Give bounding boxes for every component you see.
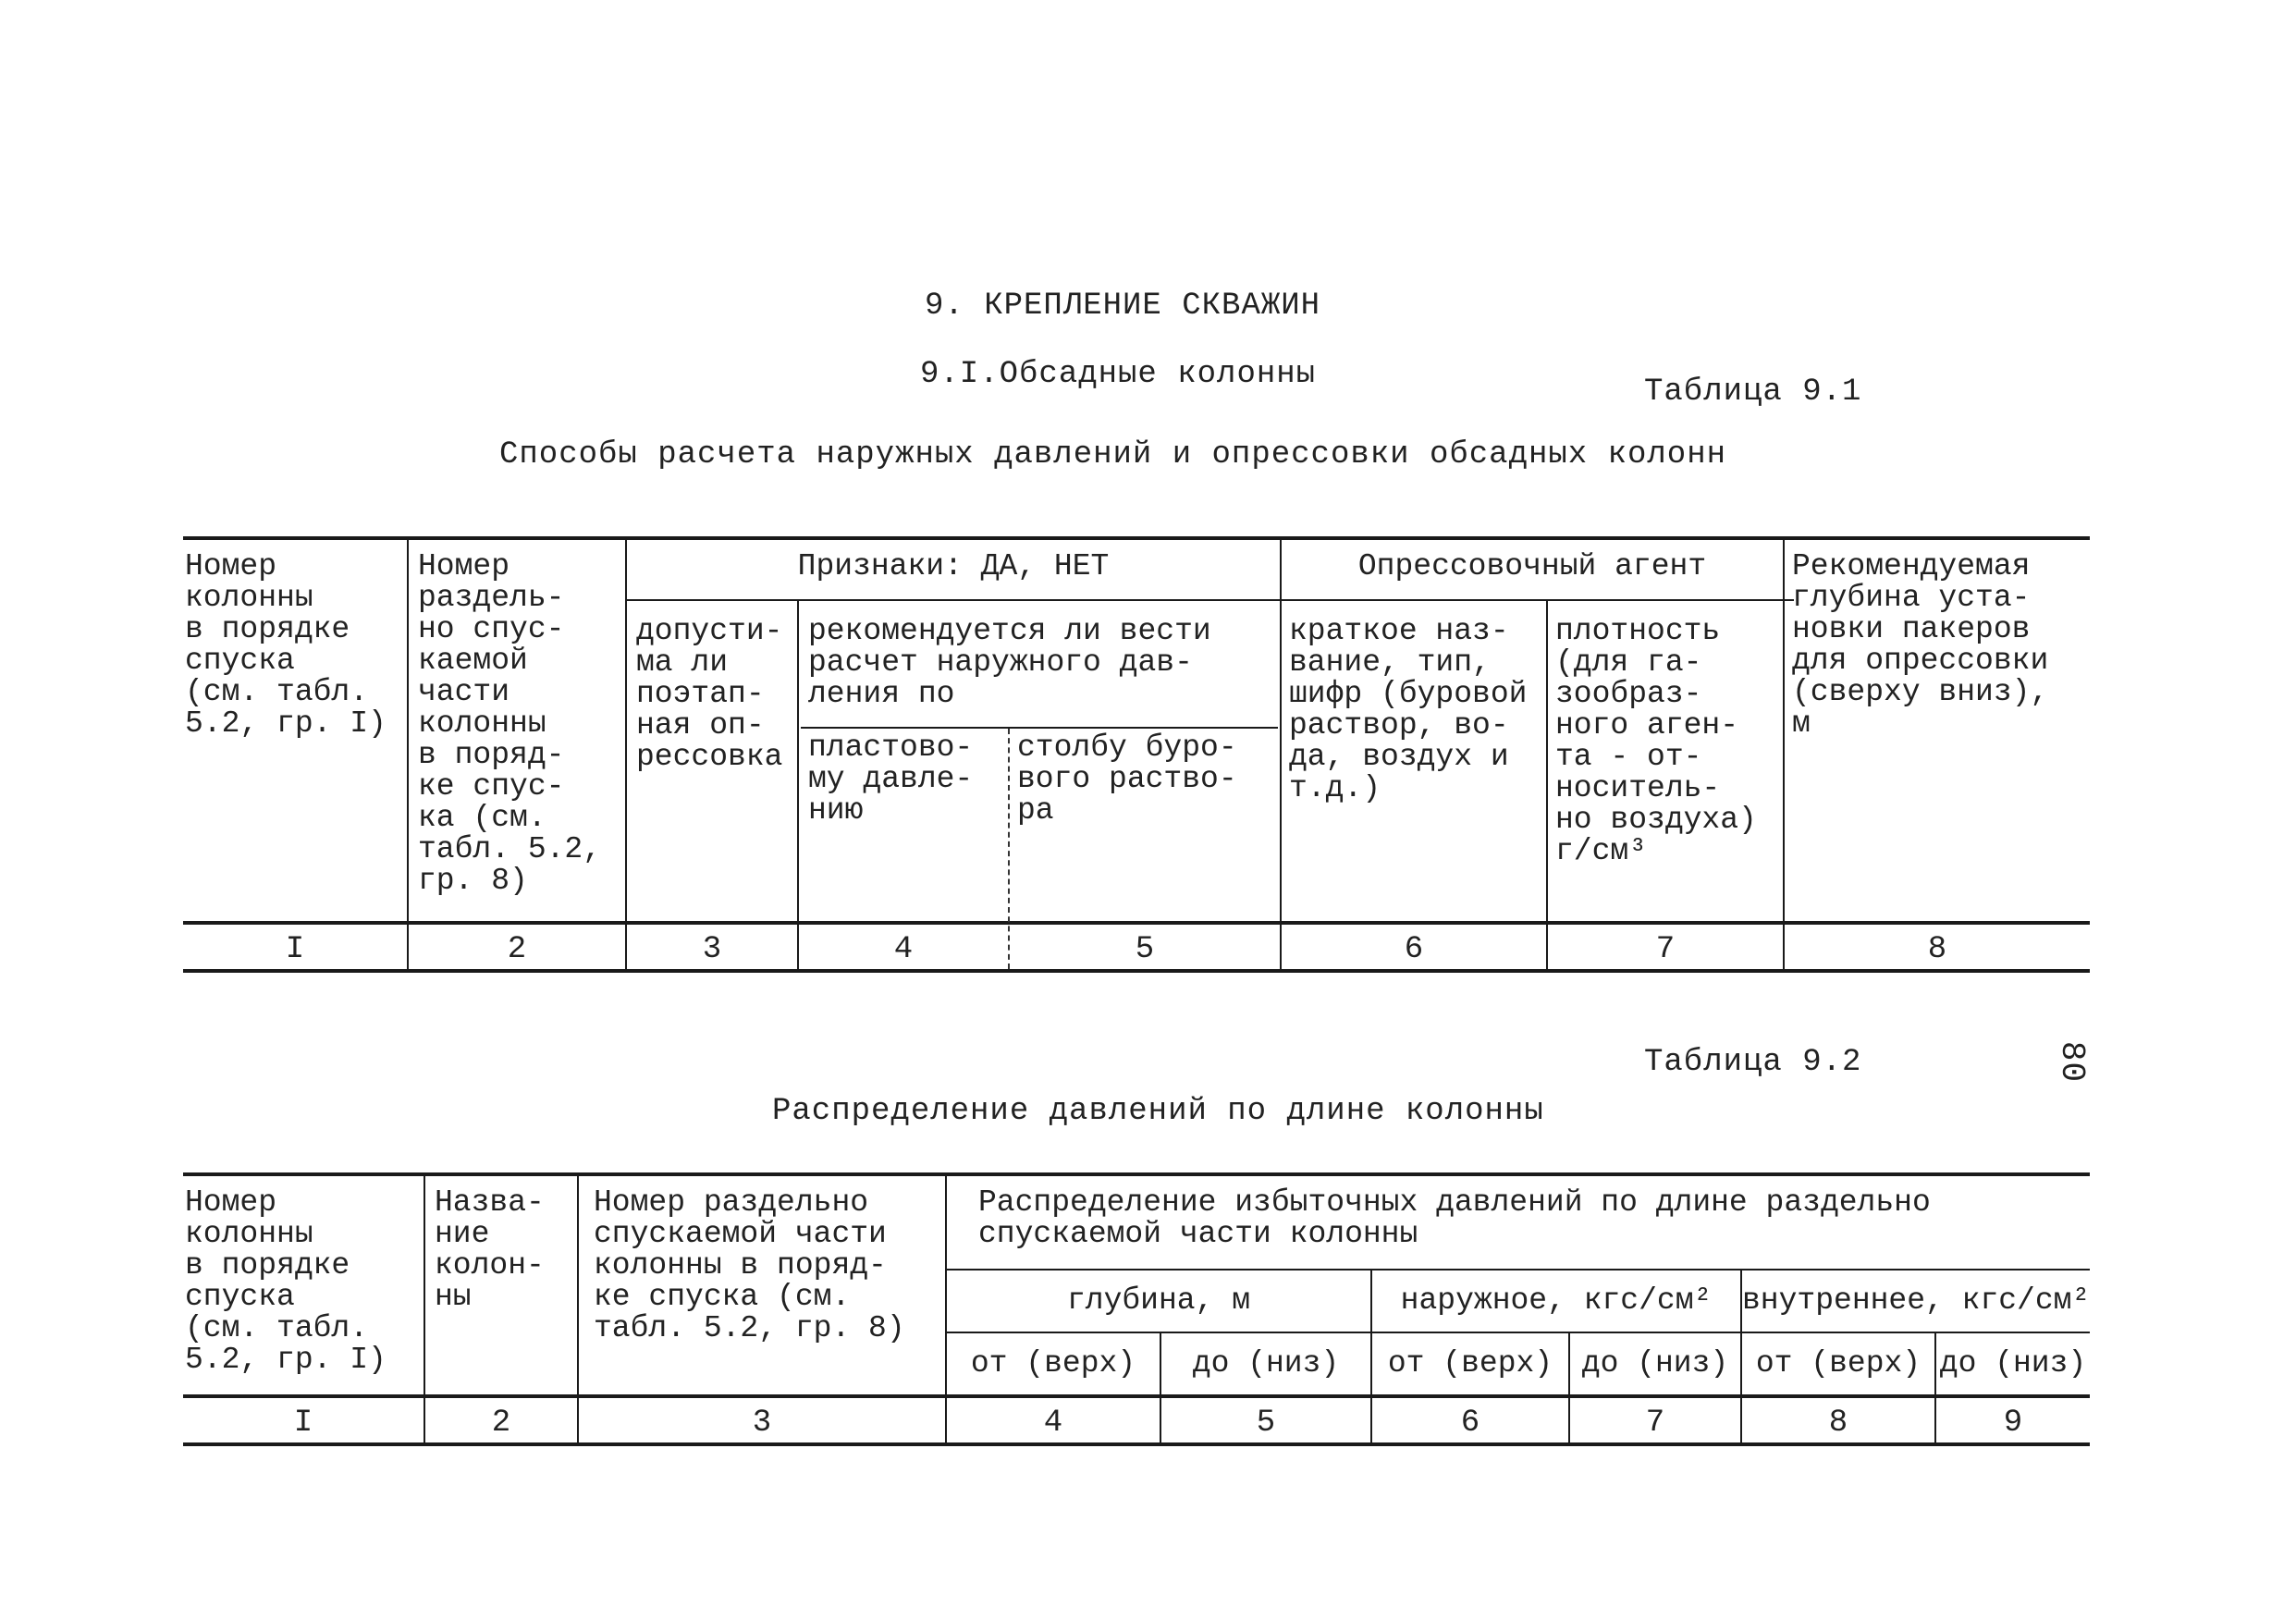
t1-header-signs-group: Признаки: ДА, НЕТ: [797, 549, 1110, 583]
t2-colnum-7: 7: [1645, 1405, 1665, 1441]
t1-header-agent-name: краткое наз- вание, тип, шифр (буровой раствор, во- да, воздух и т.д.): [1289, 614, 1528, 805]
t2-colnum-5: 5: [1256, 1405, 1276, 1441]
t2-header-depth: глубина, м: [1066, 1283, 1251, 1318]
t1-colnum-3: 3: [702, 932, 722, 967]
t2-header-outer-pressure: наружное, кгс/см²: [1400, 1283, 1713, 1318]
t1-header-mud-column: столбу буро- вого раство- ра: [1017, 730, 1237, 828]
t2-colnum-1: I: [293, 1405, 313, 1441]
table2-caption: Распределение давлений по длине колонны: [772, 1094, 1544, 1129]
t1-header-column-number: Номер колонны в порядке спуска (см. табл. 5.2, гр. I): [185, 549, 387, 741]
t2-header-outer-to: до (низ): [1581, 1346, 1729, 1381]
t1-colnum-6: 6: [1404, 932, 1424, 967]
table1-label: Таблица 9.1: [1644, 374, 1862, 410]
t2-header-column-name: Назва- ние колон- ны: [435, 1185, 545, 1314]
t1-header-section-number: Номер раздель- но спус- каемой части колонны в поряд- ке спус- ка (см. табл. 5.2, гр. 8): [418, 549, 602, 898]
table1-caption: Способы расчета наружных давлений и опрессовки обсадных колонн: [499, 437, 1727, 473]
t2-header-inner-from: от (верх): [1755, 1346, 1922, 1381]
t2-header-inner-to: до (низ): [1939, 1346, 2087, 1381]
t1-colnum-7: 7: [1655, 932, 1676, 967]
t1-colnum-1: I: [285, 932, 305, 967]
t2-header-distribution-group: Распределение избыточных давлений по длине раздельно спускаемой части колонны: [978, 1185, 1931, 1251]
t1-header-staged-test: допусти- ма ли поэтап- ная оп- рессовка: [636, 614, 783, 774]
t1-colnum-5: 5: [1135, 932, 1155, 967]
t2-colnum-8: 8: [1828, 1405, 1848, 1441]
page-mark: 80: [2053, 1040, 2092, 1084]
t2-header-outer-from: от (верх): [1387, 1346, 1553, 1381]
section-heading: 9. КРЕПЛЕНИЕ СКВАЖИН: [925, 288, 1321, 324]
section-subheading: 9.I.Обсадные колонны: [920, 357, 1317, 392]
t2-header-depth-from: от (верх): [970, 1346, 1136, 1381]
t1-header-calc-group: рекомендуется ли вести расчет наружного дав- ления по: [808, 614, 1211, 711]
t1-colnum-2: 2: [507, 932, 527, 967]
t2-header-inner-pressure: внутреннее, кгс/см²: [1742, 1283, 2091, 1318]
t1-header-agent-group: Опрессовочный агент: [1357, 549, 1707, 583]
t2-header-section-number: Номер раздельно спускаемой части колонны в поряд- ке спуска (см. табл. 5.2, гр. 8): [594, 1185, 905, 1345]
t1-header-agent-density: плотность (для га- зообраз- ного аген- та - от- носитель- но воздуха) г/см³: [1555, 614, 1757, 868]
t2-colnum-3: 3: [752, 1405, 772, 1441]
t2-colnum-2: 2: [491, 1405, 511, 1441]
t1-colnum-4: 4: [893, 932, 914, 967]
t2-header-column-number: Номер колонны в порядке спуска (см. табл. 5.2, гр. I): [185, 1185, 387, 1377]
t1-header-packer-depth: Рекомендуемая глубина уста- новки пакеров для опрессовки (сверху вниз), м: [1792, 549, 2049, 741]
t1-header-formation-pressure: пластово- му давле- нию: [808, 730, 974, 828]
t2-colnum-9: 9: [2003, 1405, 2023, 1441]
t2-header-depth-to: до (низ): [1192, 1346, 1340, 1381]
table2-label: Таблица 9.2: [1644, 1045, 1862, 1080]
t2-colnum-4: 4: [1043, 1405, 1063, 1441]
t1-colnum-8: 8: [1927, 932, 1947, 967]
t2-colnum-6: 6: [1460, 1405, 1480, 1441]
